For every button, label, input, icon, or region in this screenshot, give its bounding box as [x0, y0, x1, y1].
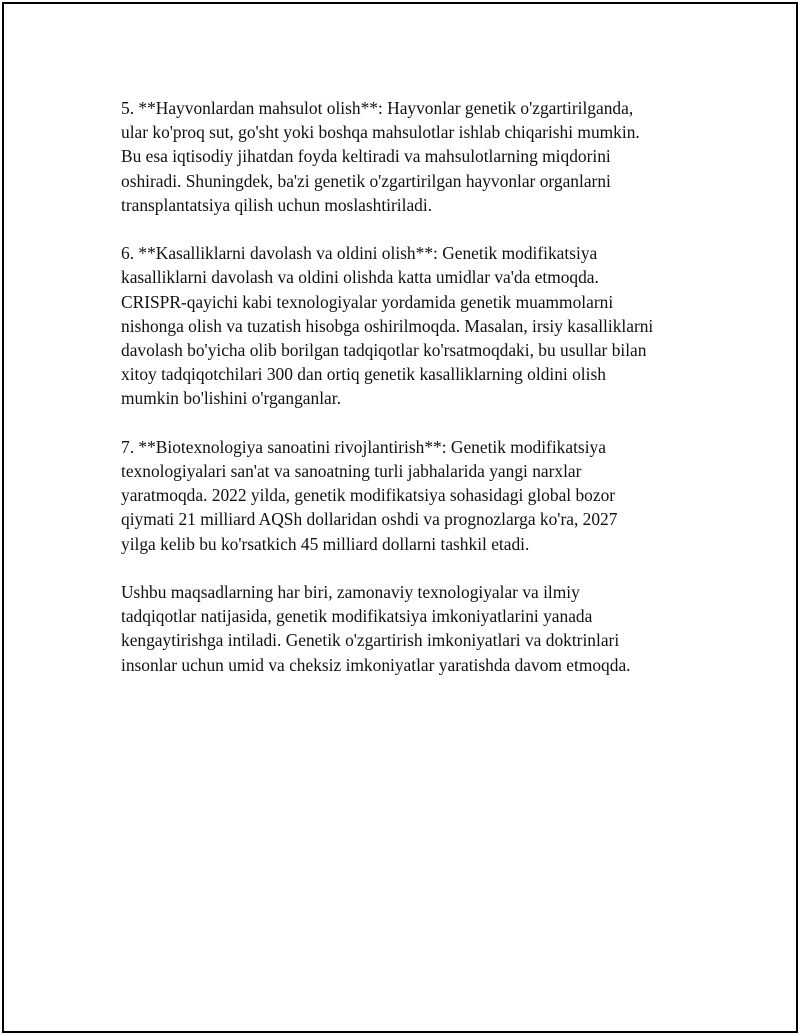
text-line: 7. **Biotexnologiya sanoatini rivojlantirish**: Genetik modifikatsiya [121, 436, 606, 457]
text-line: xitoy tadqiqotchilari 300 dan ortiq genetik kasalliklarning oldini olish [121, 364, 606, 385]
text-line: texnologiyalari san'at va sanoatning turli jabhalarida yangi narxlar [121, 461, 582, 482]
text-line: transplantatsiya qilish uchun moslashtiriladi. [121, 194, 433, 215]
text-line: Bu esa iqtisodiy jihatdan foyda keltiradi va mahsulotlarning miqdorini [121, 146, 611, 167]
text-line: qiymati 21 milliard AQSh dollaridan oshdi va prognozlarga ko'ra, 2027 [121, 509, 618, 530]
text-line: davolash bo'yicha olib borilgan tadqiqotlar ko'rsatmoqdaki, bu usullar bilan [121, 340, 647, 361]
page-frame [2, 2, 798, 1033]
text-line: Ushbu maqsadlarning har biri, zamonaviy texnologiyalar va ilmiy [121, 582, 580, 603]
text-line: nishonga olish va tuzatish hisobga oshirilmoqda. Masalan, irsiy kasalliklarni [121, 315, 654, 336]
document-body [121, 96, 701, 701]
text-line: yaratmoqda. 2022 yilda, genetik modifikatsiya sohasidagi global bozor [121, 485, 616, 506]
text-line: ular ko'proq sut, go'sht yoki boshqa mahsulotlar ishlab chiqarishi mumkin. [121, 122, 640, 143]
text-line: tadqiqotlar natijasida, genetik modifikatsiya imkoniyatlarini yanada [121, 606, 593, 627]
text-line: yilga kelib bu ko'rsatkich 45 milliard dollarni tashkil etadi. [121, 533, 530, 554]
paragraph-conclusion [121, 580, 701, 677]
text-line: oshiradi. Shuningdek, ba'zi genetik o'zgartirilgan hayvonlar organlarni [121, 170, 611, 191]
paragraph-animal-products [121, 96, 701, 217]
text-line: mumkin bo'lishini o'rganganlar. [121, 388, 341, 409]
text-line: kasalliklarni davolash va oldini olishda katta umidlar va'da etmoqda. [121, 267, 599, 288]
text-line: 5. **Hayvonlardan mahsulot olish**: Hayvonlar genetik o'zgartirilganda, [121, 98, 634, 118]
text-line: insonlar uchun umid va cheksiz imkoniyatlar yaratishda davom etmoqda. [121, 654, 631, 675]
paragraph-biotech-industry [121, 435, 701, 556]
text-line: CRISPR-qayichi kabi texnologiyalar yordamida genetik muammolarni [121, 291, 614, 312]
text-line: kengaytirishga intiladi. Genetik o'zgartirish imkoniyatlari va doktrinlari [121, 630, 620, 651]
text-line: 6. **Kasalliklarni davolash va oldini olish**: Genetik modifikatsiya [121, 243, 598, 264]
paragraph-disease-treatment [121, 241, 701, 410]
